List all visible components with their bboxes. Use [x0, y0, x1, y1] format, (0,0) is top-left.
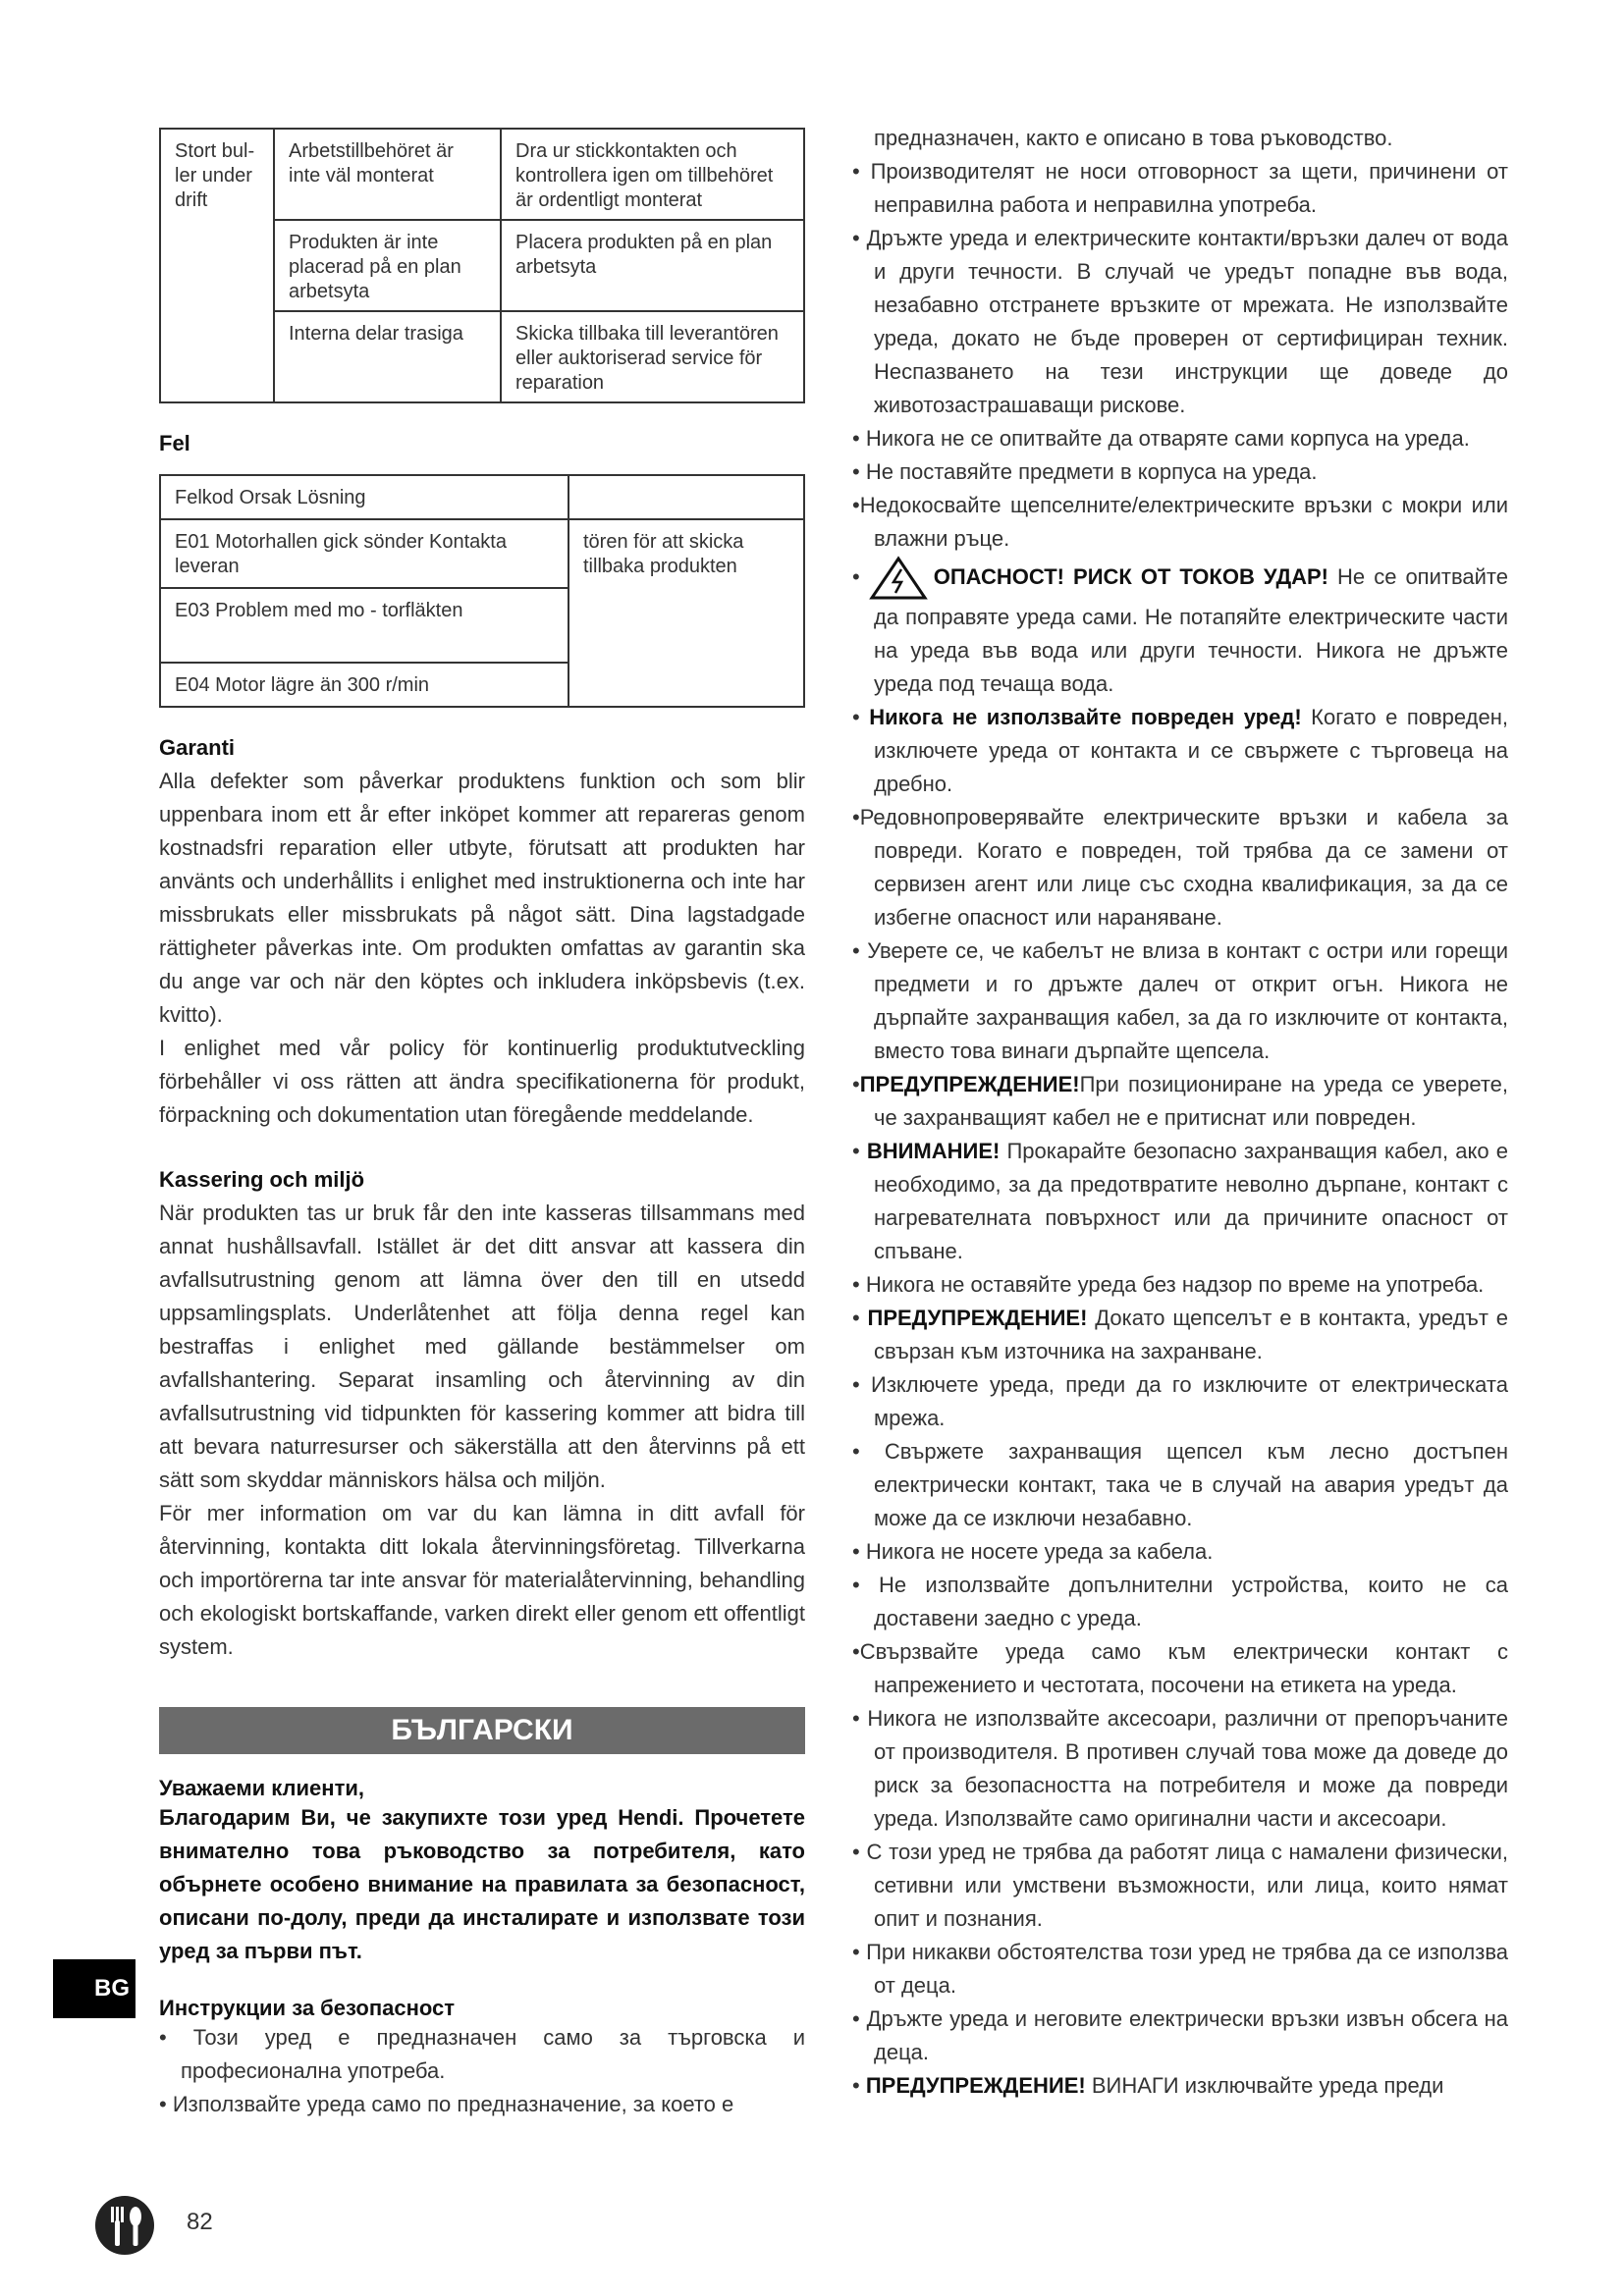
bullet-item: • ПРЕДУПРЕЖДЕНИЕ! Докато щепселът е в контакта, уредът е свързан към източника на захранване.: [852, 1306, 1508, 1363]
bullet-item: • Уверете се, че кабелът не влиза в контакт с остри или горещи предмети и го дръжте далеч от открит огън. Никога не дърпайте захранващия кабел, за да го изключите от контакта, вместо това винаги дърпайте щепсела.: [852, 938, 1508, 1063]
intro-paragraph: Благодарим Ви, че закупихте този уред Hendi. Прочетете внимателно това ръководство за потребителя, като обърнете особено внимание на правилата за безопасност, описани по-долу, преди да инсталирате и използвате този уред за първи път.: [159, 1805, 805, 1963]
bullet-item: • Никога не използвайте повреден уред! Когато е повреден, изключете уреда от контакта и се свържете с търговеца на дребно.: [852, 705, 1508, 796]
language-tab: BG: [53, 1959, 135, 2018]
garanti-heading: Garanti: [159, 735, 236, 760]
continuation-text: предназначен, както е описано в това ръководство.: [874, 126, 1393, 150]
cause-cell: Interna delar trasiga: [274, 311, 501, 402]
problem-cell: Stort bul-ler under drift: [160, 129, 274, 402]
garanti-paragraph-1: Alla defekter som påverkar produktens funktion och som blir uppenbara inom ett år efter inköpet kommer att repareras genom kostnadsfri reparation eller utbyte, förutsatt att produkten har använts och underhållits i enlighet med instruktionerna och inte har missbrukats eller missbrukats på något sätt. Dina lagstadgade rättigheter påverkas inte. Om produkten omfattas av garantin ska du ange var och när den köptes och inkludera inköpsbevis (t.ex. kvitto).: [159, 769, 805, 1027]
safety-heading: Инструкции за безопасност: [159, 1996, 456, 2020]
empty-cell: [568, 475, 804, 519]
bullet-item: • Не използвайте допълнителни устройства, които не са доставени заедно с уреда.: [852, 1573, 1508, 1630]
right-column: [852, 128, 1508, 2103]
cause-cell: Arbetstillbehöret är inte väl monterat: [274, 129, 501, 220]
error-solution: tören för att skicka tillbaka produkten: [568, 519, 804, 707]
solution-cell: Dra ur stickkontakten och kontrollera igen om tillbehöret är ordentligt monterat: [501, 129, 804, 220]
bullet-item-danger: • ОПАСНОСТ! РИСК ОТ ТОКОВ УДАР! Не се опитвайте да поправяте уреда сами. Не потапяйте електрическите части на уреда във вода или други течности. Никога не дръжте уреда под течаща вода.: [852, 556, 1508, 701]
bullet-item: • Използвайте уреда само по предназначение, за което е: [159, 2092, 734, 2116]
kassering-paragraph-2: För mer information om var du kan lämna in ditt avfall för återvinning, kontakta ditt lokala återvinningsföretag. Tillverkarna och importörerna tar inte ansvar för materialåtervinning, behandling och ekologiskt bortskaffande, varken direkt eller genom ett offentligt system.: [159, 1501, 805, 1659]
bullet-item: • Никога не използвайте аксесоари, различни от препоръчаните от производителя. В противен случай това може да доведе до риск за безопасността на потребителя и може да повреди уреда. Използвайте само оригинални части и аксесоари.: [852, 1706, 1508, 1831]
bullet-item: • Свържете захранващия щепсел към лесно достъпен електрически контакт, така че в случай на авария уредът да може да се изключи незабавно.: [852, 1439, 1508, 1530]
bullet-item: •ПРЕДУПРЕЖДЕНИЕ!При позициониране на уреда се уверете, че захранващият кабел не е притиснат или повреден.: [852, 1072, 1508, 1130]
bullet-item: • ВНИМАНИЕ! Прокарайте безопасно захранващия кабел, ако е необходимо, за да предотвратите неволно дърпане, контакт с нагревателната повърхност или да причините опасност от спъване.: [852, 1139, 1508, 1263]
bullet-item: • Този уред е предназначен само за търговска и професионална употреба.: [159, 2025, 805, 2083]
bullet-item: • Изключете уреда, преди да го изключите от електрическата мрежа.: [852, 1372, 1508, 1430]
cutlery-logo-icon: [94, 2195, 155, 2256]
bullet-item: • Никога не се опитвайте да отваряте сами корпуса на уреда.: [852, 426, 1470, 451]
cause-cell: Produkten är inte placerad på en plan arbetsyta: [274, 220, 501, 311]
bullet-item: • Никога не носете уреда за кабела.: [852, 1539, 1214, 1564]
bullet-item: • Дръжте уреда и неговите електрически връзки извън обсега на деца.: [852, 2006, 1508, 2064]
greeting: Уважаеми клиенти,: [159, 1776, 364, 1800]
solution-cell: Placera produkten på en plan arbetsyta: [501, 220, 804, 311]
language-banner: БЪЛГАРСКИ: [159, 1707, 805, 1754]
solution-cell: Skicka tillbaka till leverantören eller auktoriserad service för reparation: [501, 311, 804, 402]
error-row: E01 Motorhallen gick sönder Kontakta leveran: [160, 519, 568, 588]
bullet-item: • Не поставяйте предмети в корпуса на уреда.: [852, 459, 1318, 484]
error-row: E03 Problem med mo - torfläkten: [160, 588, 568, 663]
page-number: 82: [187, 2209, 213, 2235]
bullet-item: • Никога не оставяйте уреда без надзор по време на употреба.: [852, 1272, 1485, 1297]
error-row: E04 Motor lägre än 300 r/min: [160, 663, 568, 707]
kassering-heading: Kassering och miljö: [159, 1167, 365, 1192]
bullet-item: •Свързвайте уреда само към електрически контакт с напрежението и честотата, посочени на етикета на уреда.: [852, 1639, 1508, 1697]
error-header: Felkod Orsak Lösning: [160, 475, 568, 519]
bullet-item: • С този уред не трябва да работят лица с намалени физически, сетивни или умствени възможности, или лица, които нямат опит и познания.: [852, 1840, 1508, 1931]
bullet-item: • При никакви обстоятелства този уред не трябва да се използва от деца.: [852, 1940, 1508, 1998]
left-column: [159, 128, 805, 2121]
bullet-item: • ПРЕДУПРЕЖДЕНИЕ! ВИНАГИ изключвайте уреда преди: [852, 2073, 1444, 2098]
kassering-paragraph-1: När produkten tas ur bruk får den inte kasseras tillsammans med annat hushållsavfall. Istället är det ditt ansvar att kassera din avfallsutrustning genom att lämna över den till en utsedd uppsamlingsplats. Underlåtenhet att följa denna regel kan bestraffas i enlighet med gällande bestämmelser om avfallshantering. Separat insamling och återvinning av din avfallsutrustning vid tidpunkten för kassering kommer att bidra till att bevara naturresurser och säkerställa att den återvinns på ett sätt som skyddar människors hälsa och miljön.: [159, 1201, 805, 1492]
bullet-item: •Недокосвайте щепселните/електрическите връзки с мокри или влажни ръце.: [852, 493, 1508, 551]
garanti-paragraph-2: I enlighet med vår policy för kontinuerlig produktutveckling förbehåller vi oss rätten att ändra specifikationerna för produkt, förpackning och dokumentation utan föregående meddelande.: [159, 1036, 805, 1127]
electric-shock-warning-icon: [869, 556, 928, 601]
fel-heading: Fel: [159, 431, 190, 455]
error-code-table: [159, 474, 805, 708]
bullet-item: • Производителят не носи отговорност за щети, причинени от неправилна работа и неправилна употреба.: [852, 159, 1508, 217]
troubleshooting-table: [159, 128, 805, 403]
bullet-item: • Дръжте уреда и електрическите контакти/връзки далеч от вода и други течности. В случай че уредът попадне във вода, незабавно отстранете връзките от мрежата. Не използвайте уреда, докато не бъде проверен от сертифициран техник. Неспазването на тези инструкции ще доведе до животозастрашаващи рискове.: [852, 226, 1508, 417]
bullet-item: •Редовнопроверявайте електрическите връзки и кабела за повреди. Когато е повреден, той трябва да се замени от сервизен агент или лице със сходна квалификация, за да се избегне опасност или нараняване.: [852, 805, 1508, 930]
